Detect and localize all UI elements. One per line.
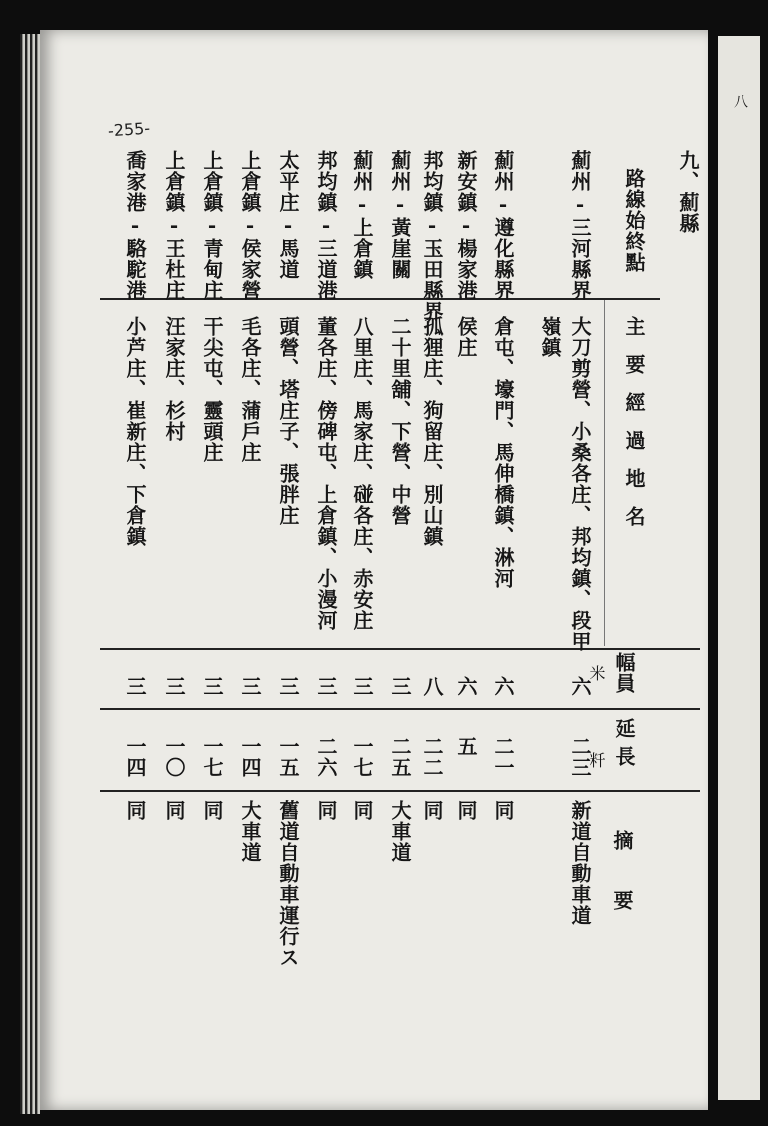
width-cell: 六 — [454, 676, 478, 697]
route-cell: 新安鎮-楊家港 — [454, 150, 478, 301]
route-cell: 薊州-三河縣界 — [568, 150, 592, 301]
width-cell: 三 — [350, 676, 374, 697]
width-cell: 六 — [568, 676, 592, 697]
length-cell: 二二 — [420, 736, 444, 778]
route-cell: 太平庄-馬道 — [276, 150, 300, 280]
table-rule-width — [100, 708, 700, 710]
route-cell: 喬家港-駱駝港 — [123, 150, 147, 301]
route-cell: 上倉鎮-侯家營 — [238, 150, 262, 301]
book-spine — [20, 34, 40, 1114]
places-cell: 汪家庄、杉村 — [162, 316, 186, 442]
width-cell: 三 — [238, 676, 262, 697]
header-length: 延長 — [612, 718, 636, 774]
remarks-cell: 同 — [454, 800, 478, 821]
remarks-cell: 同 — [420, 800, 444, 821]
remarks-cell: 同 — [491, 800, 515, 821]
width-cell: 三 — [200, 676, 224, 697]
header-length-unit: 粁 — [587, 752, 606, 769]
length-cell: 二六 — [314, 736, 338, 778]
width-cell: 三 — [123, 676, 147, 697]
remarks-cell: 大車道 — [388, 800, 412, 863]
places-cell: 小芦庄、崔新庄、下倉鎮 — [123, 316, 147, 547]
header-remarks: 摘要 — [610, 830, 634, 950]
length-cell: 一五 — [276, 736, 300, 778]
length-cell: 二一 — [491, 736, 515, 778]
facing-page-edge — [718, 36, 760, 1100]
width-cell: 三 — [388, 676, 412, 697]
header-route: 路線始終點 — [622, 168, 646, 273]
width-cell: 八 — [420, 676, 444, 697]
facing-page-glyph: 八 — [732, 94, 748, 109]
header-width: 幅員 — [612, 652, 636, 694]
route-cell: 薊州-上倉鎮 — [350, 150, 374, 280]
remarks-cell: 同 — [314, 800, 338, 821]
places-cell: 毛各庄、蒲戶庄 — [238, 316, 262, 463]
length-cell: 二五 — [388, 736, 412, 778]
route-cell: 邦均鎮-三道港 — [314, 150, 338, 301]
remarks-cell: 同 — [200, 800, 224, 821]
places-cell: 二十里舖、下營、中營 — [388, 316, 412, 526]
places-cell: 干尖屯、靈頭庄 — [200, 316, 224, 463]
places-cell: 孤狸庄、狗留庄、別山鎮 — [420, 316, 444, 547]
width-cell: 三 — [314, 676, 338, 697]
width-cell: 三 — [162, 676, 186, 697]
header-places: 主要經過地名 — [622, 316, 646, 544]
remarks-cell: 新道自動車道 — [568, 800, 592, 926]
table-rule-length — [100, 790, 700, 792]
route-cell: 上倉鎮-王杜庄 — [162, 150, 186, 301]
places-cell: 倉屯、壕門、馬伸橋鎮、淋河 — [491, 316, 515, 589]
length-cell: 一〇 — [162, 736, 186, 778]
remarks-cell: 舊道自動車運行ス — [276, 800, 300, 968]
remarks-cell: 大車道 — [238, 800, 262, 863]
places-cell: 頭營、塔庄子、張胖庄 — [276, 316, 300, 526]
places-cell-continued: 嶺鎮 — [538, 316, 562, 358]
width-cell: 六 — [491, 676, 515, 697]
section-heading: 九、薊縣 — [676, 150, 700, 234]
route-cell: 薊州-黃崖關 — [388, 150, 412, 280]
length-cell: 二三 — [568, 736, 592, 778]
remarks-cell: 同 — [350, 800, 374, 821]
length-cell: 一七 — [200, 736, 224, 778]
remarks-cell: 同 — [123, 800, 147, 821]
table-divider — [604, 300, 605, 646]
route-cell: 上倉鎮-青甸庄 — [200, 150, 224, 301]
places-cell: 侯庄 — [454, 316, 478, 358]
remarks-cell: 同 — [162, 800, 186, 821]
length-cell: 一四 — [238, 736, 262, 778]
length-cell: 五 — [454, 736, 478, 757]
header-width-unit: 米 — [587, 665, 606, 682]
length-cell: 一七 — [350, 736, 374, 778]
length-cell: 一四 — [123, 736, 147, 778]
table-rule-places — [100, 648, 700, 650]
places-cell: 八里庄、馬家庄、碰各庄、赤安庄 — [350, 316, 374, 631]
width-cell: 三 — [276, 676, 300, 697]
route-cell: 邦均鎮-玉田縣界 — [420, 150, 444, 322]
places-cell: 董各庄、傍碑屯、上倉鎮、小漫河 — [314, 316, 338, 631]
places-cell: 大刀剪營、小桑各庄、邦均鎮、段甲 — [568, 316, 592, 652]
page-number: -255- — [107, 118, 151, 141]
route-cell: 薊州-遵化縣界 — [491, 150, 515, 301]
